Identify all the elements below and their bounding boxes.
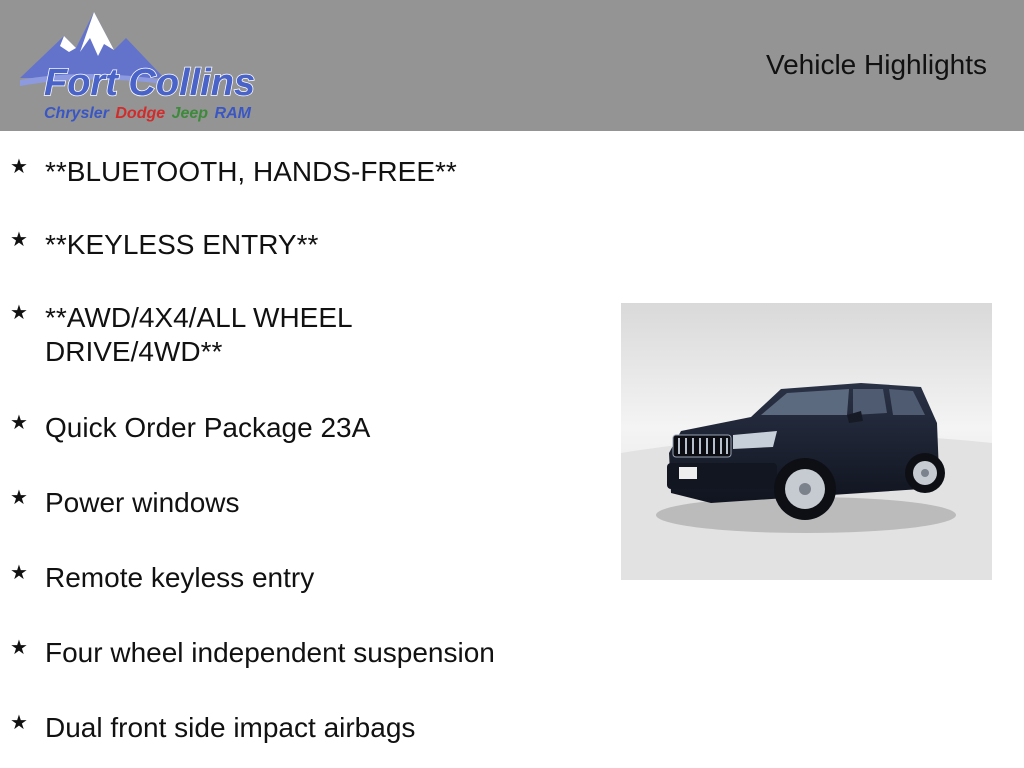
highlight-text: Power windows	[45, 487, 240, 518]
dealer-logo	[14, 8, 284, 126]
star-icon: ★	[10, 300, 28, 324]
logo-brand-chrysler: Chrysler	[44, 105, 109, 122]
star-icon: ★	[10, 227, 28, 251]
logo-brand-ram: RAM	[214, 105, 251, 122]
highlight-text: Dual front side impact airbags	[45, 712, 416, 743]
highlight-text: Four wheel independent suspension	[45, 637, 495, 668]
star-icon: ★	[10, 485, 28, 509]
vehicle-photo	[621, 303, 992, 580]
highlight-text: Quick Order Package 23A	[45, 412, 371, 443]
star-icon: ★	[10, 560, 28, 584]
logo-fort-collins-text: Fort Collins	[44, 62, 256, 104]
svg-text:Chrysler Dodge Jee	[44, 105, 252, 122]
header-bar	[0, 0, 1024, 131]
highlight-text: **KEYLESS ENTRY**	[45, 229, 319, 260]
logo-brand-dodge: Dodge	[115, 105, 166, 122]
star-icon: ★	[10, 410, 28, 434]
highlight-text: **AWD/4X4/ALL WHEEL DRIVE/4WD**	[45, 302, 352, 367]
highlight-text: Remote keyless entry	[45, 562, 315, 593]
star-icon: ★	[10, 635, 28, 659]
highlight-text: **BLUETOOTH, HANDS-FREE**	[45, 156, 457, 187]
star-icon: ★	[10, 154, 28, 178]
star-icon: ★	[10, 710, 28, 734]
highlights-list	[0, 131, 600, 768]
page-title: Vehicle Highlights	[765, 49, 987, 80]
logo-brand-jeep: Jeep	[171, 105, 209, 122]
